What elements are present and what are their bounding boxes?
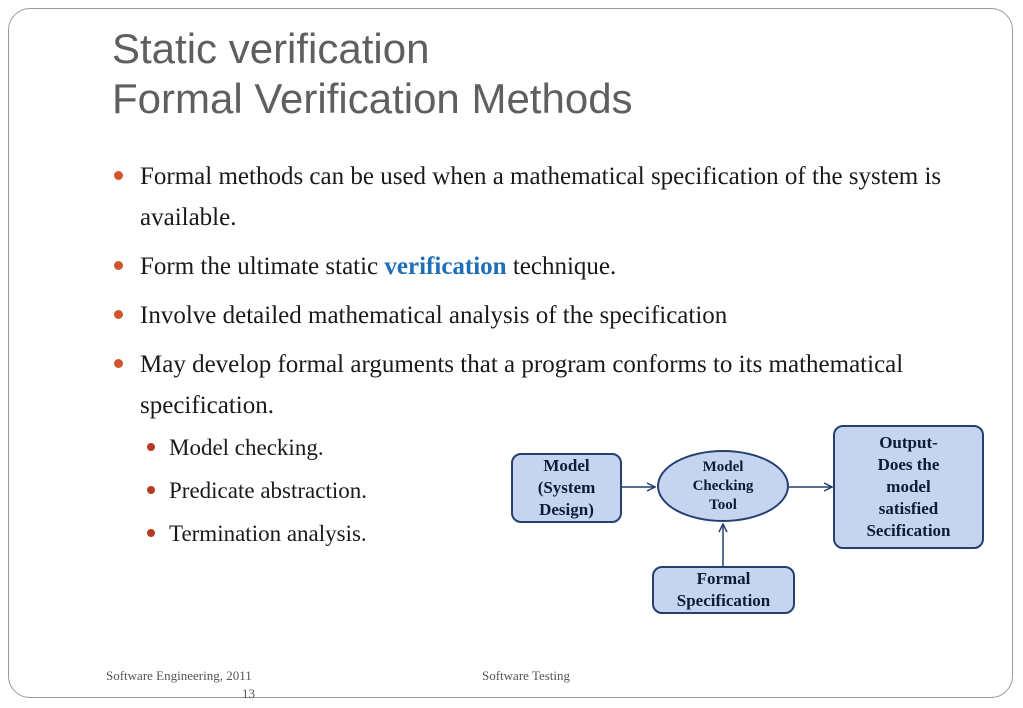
bullet-text: May develop formal arguments that a program conforms to its mathematical specification. [140, 351, 904, 419]
output-line: Secification [866, 521, 951, 540]
footer-page-number: 13 [242, 686, 255, 701]
bullet-highlight: verification [384, 253, 507, 280]
tool-line: Tool [709, 496, 737, 513]
sub-bullet-text: Model checking. [169, 435, 324, 460]
tool-line: Checking [692, 477, 754, 494]
output-line: Does the [877, 455, 940, 474]
spec-line: Formal [696, 569, 751, 588]
output-line: satisfied [878, 499, 939, 518]
output-line: model [886, 477, 931, 496]
bullet-text-pre: Form the ultimate static [140, 253, 385, 280]
output-box [833, 425, 984, 549]
title-line-2: Formal Verification Methods [112, 75, 633, 122]
footer-course: Software Engineering, 2011 [106, 668, 252, 683]
title-line-1: Static verification [112, 25, 430, 72]
spec-line: Specification [676, 591, 771, 610]
tool-line: Model [702, 458, 744, 475]
model-line: (System [537, 478, 596, 497]
bullet-text: Involve detailed mathematical analysis of the specification [140, 302, 728, 329]
bullet-text: Formal methods can be used when a mathematical specification of the system is available. [140, 163, 942, 231]
sub-bullet-text: Predicate abstraction. [169, 478, 367, 503]
sub-bullet-text: Termination analysis. [169, 521, 367, 546]
formal-specification-box [652, 566, 795, 614]
output-line: Output- [879, 433, 938, 452]
model-box [511, 453, 622, 523]
model-line: Design) [539, 500, 594, 519]
model-line: Model [543, 456, 590, 475]
bullet-text-post: technique. [506, 253, 617, 280]
footer-topic: Software Testing [482, 668, 571, 683]
model-checking-tool-ellipse [657, 450, 789, 522]
